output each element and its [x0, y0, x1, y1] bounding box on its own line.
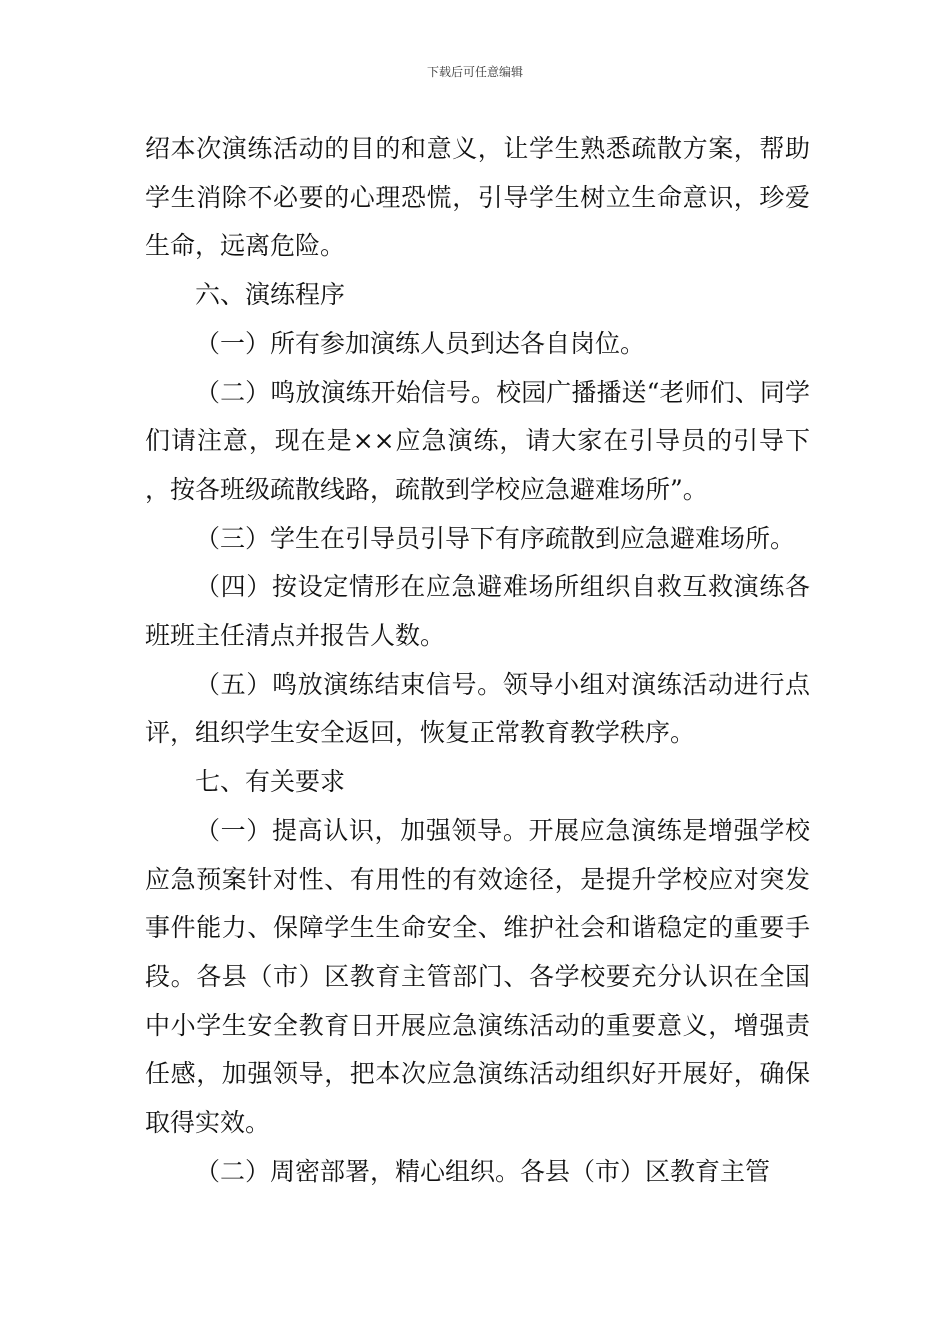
- paragraph-requirement-2: （二）周密部署，精心组织。各县（市）区教育主管: [195, 1156, 771, 1186]
- page-header: 下载后可任意编辑: [426, 65, 523, 79]
- section-heading-procedure: 六、演练程序: [195, 280, 346, 310]
- section-heading-requirements: 七、有关要求: [195, 767, 346, 797]
- paragraph-requirement-1: （一）提高认识，加强领导。开展应急演练是增强学校应急预案针对性、有用性的有效途径，是提升学校应对突发事件能力、保障学生生命安全、维护社会和谐稳定的重要手段。各县（市）区教育主管部门、各学校要充分认识在全国中小学生安全教育日开展应急演练活动的重要意义，增强责任感，加强领导，把本次应急演练活动组织好开展好，确保取得实效。: [145, 815, 810, 1138]
- paragraph-continuation: 绍本次演练活动的目的和意义，让学生熟悉疏散方案，帮助学生消除不必要的心理恐慌，引导学生树立生命意识，珍爱生命，远离危险。: [145, 134, 810, 261]
- paragraph-procedure-5: （五）鸣放演练结束信号。领导小组对演练活动进行点评，组织学生安全返回，恢复正常教育教学秩序。: [145, 669, 810, 748]
- paragraph-procedure-3: （三）学生在引导员引导下有序疏散到应急避难场所。: [195, 523, 796, 553]
- paragraph-procedure-2: （二）鸣放演练开始信号。校园广播播送“老师们、同学们请注意，现在是××应急演练，请大家在引导员的引导下，按各班级疏散线路，疏散到学校应急避难场所”。: [145, 377, 810, 504]
- paragraph-procedure-4: （四）按设定情形在应急避难场所组织自救互救演练各班班主任清点并报告人数。: [145, 572, 810, 651]
- paragraph-procedure-1: （一）所有参加演练人员到达各自岗位。: [195, 328, 646, 358]
- document-body: [145, 125, 810, 1196]
